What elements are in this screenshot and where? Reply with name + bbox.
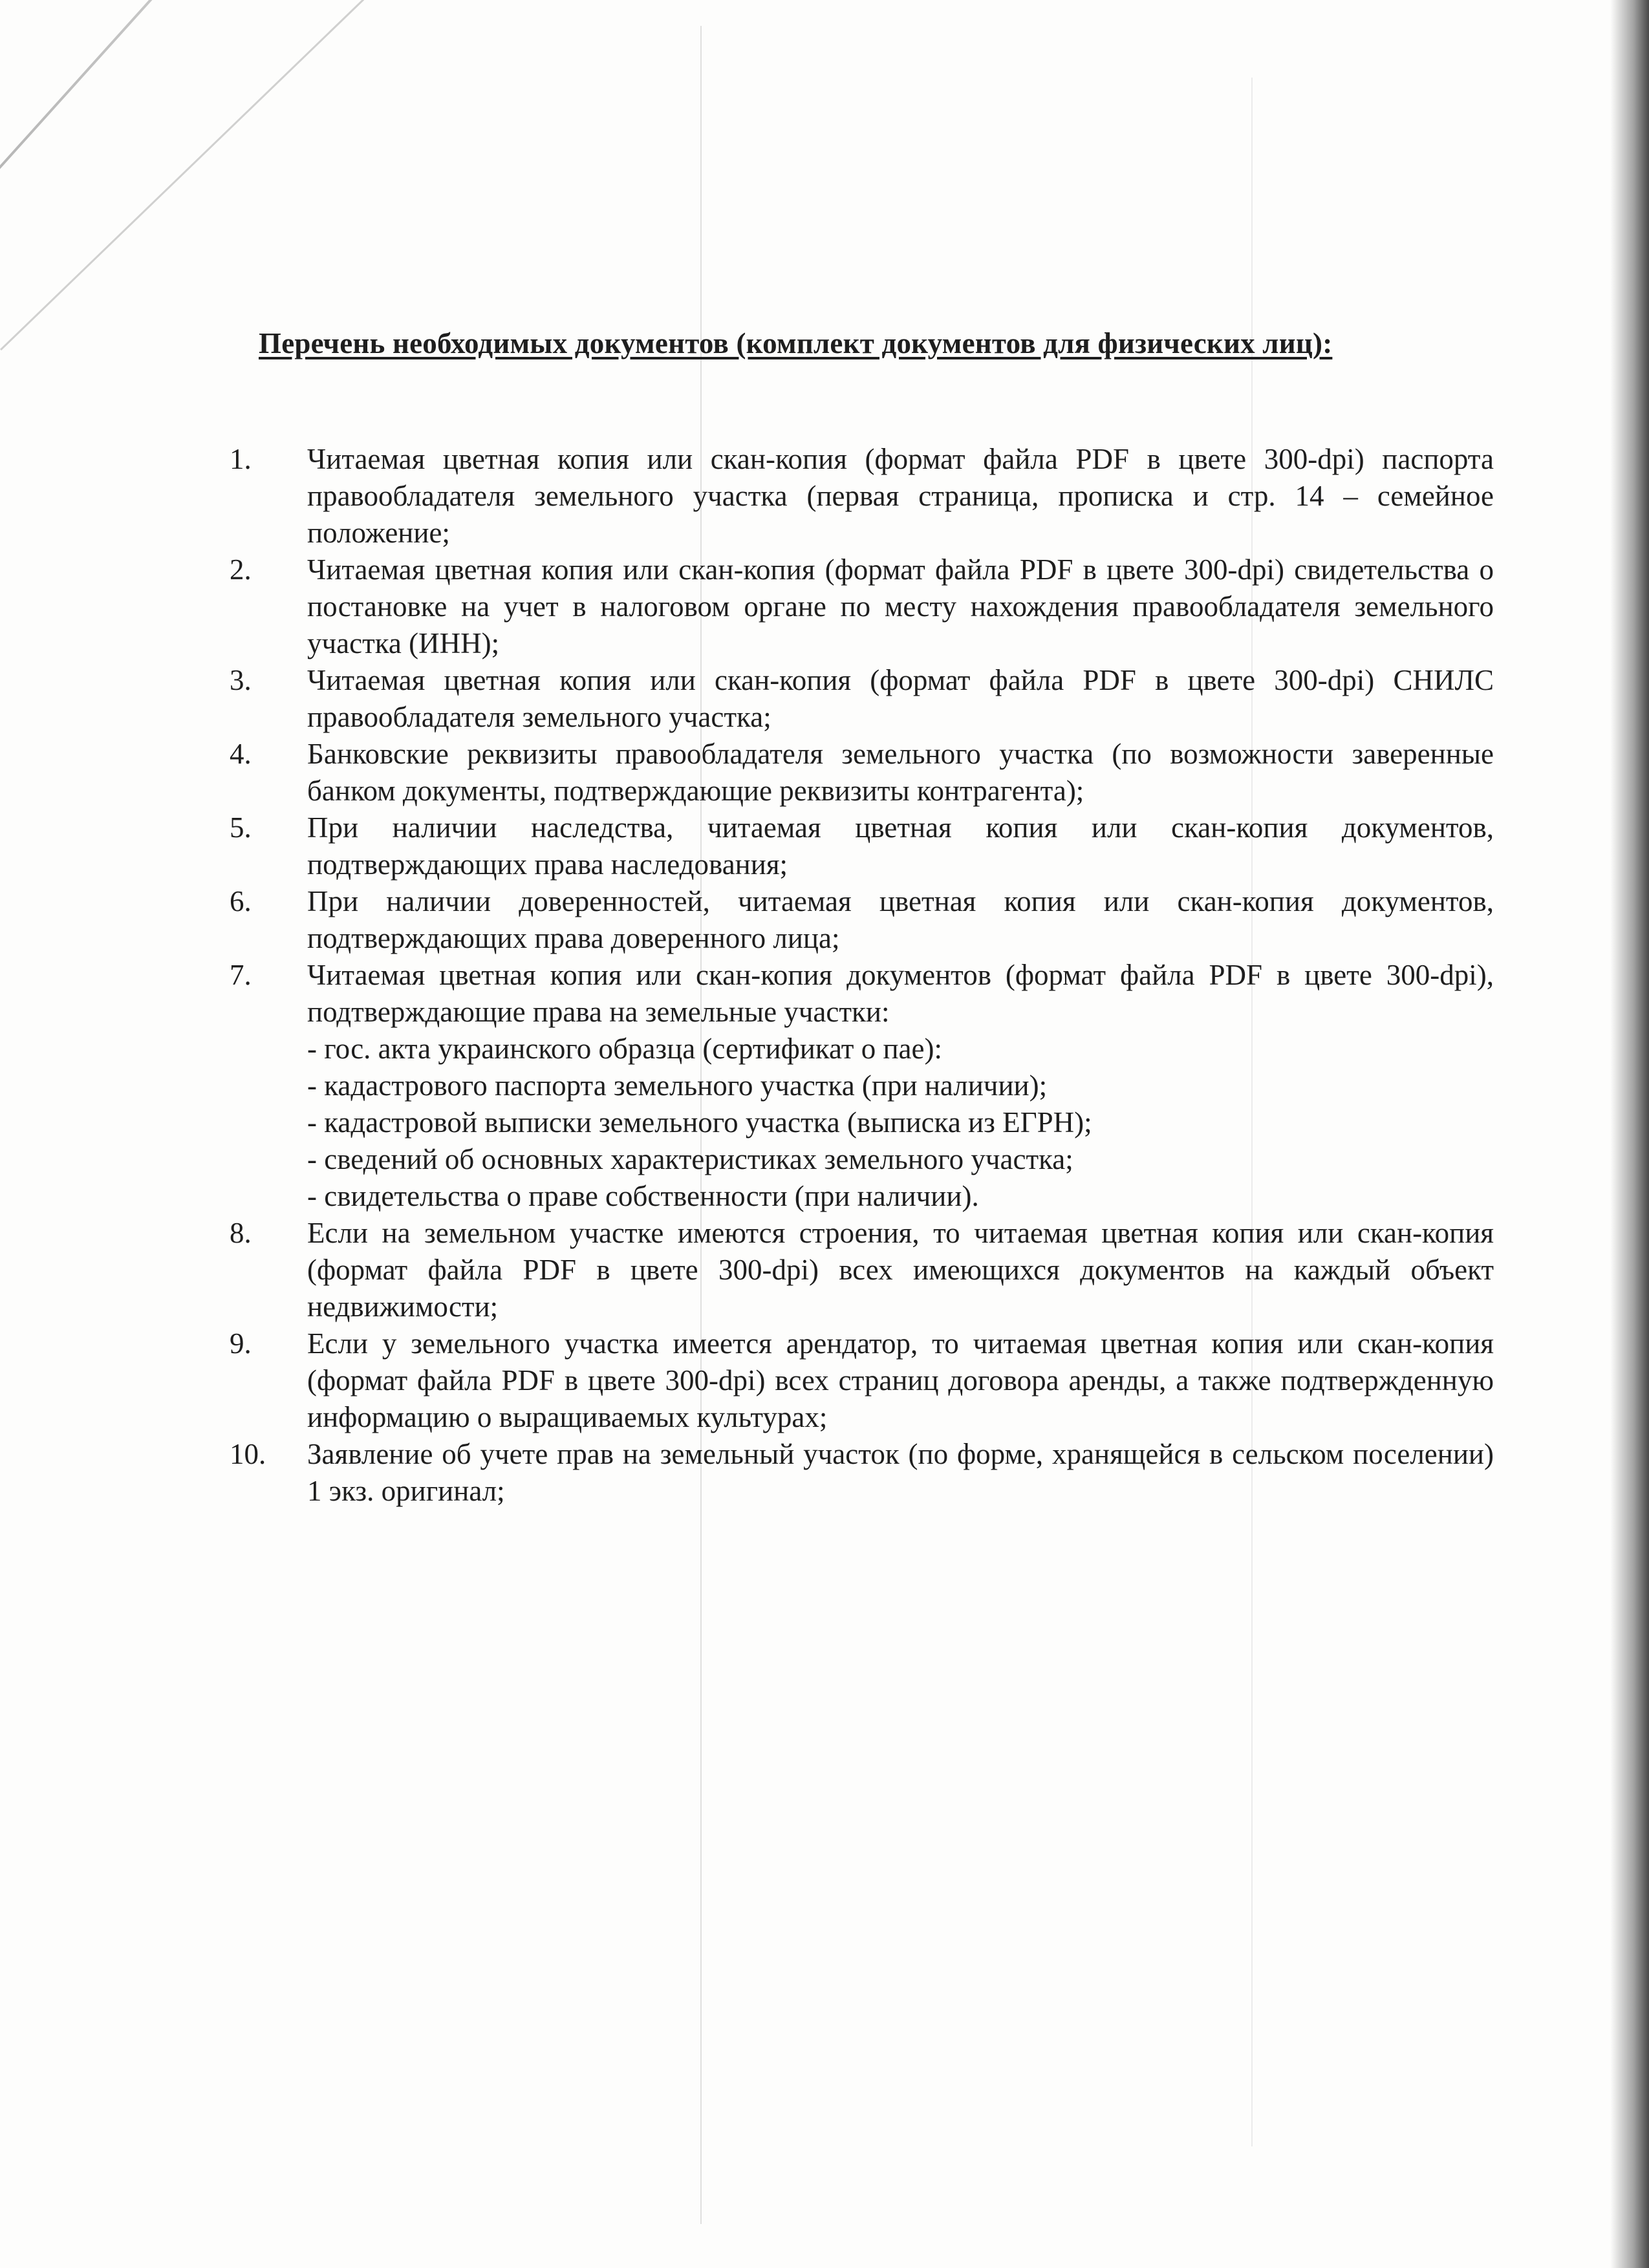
list-item-text: Если у земельного участка имеется арендатор, то читаемая цветная копия или скан-копия (формат файла PDF в цвете 300-dpi) всех страниц договора аренды, а также подтвержденную информацию о выращиваемых культурах;: [307, 1327, 1494, 1433]
list-item: [0, 662, 1649, 736]
list-item-text: Заявление об учете прав на земельный участок (по форме, хранящейся в сельском поселении) 1 экз. оригинал;: [307, 1438, 1494, 1507]
list-item-text: Читаемая цветная копия или скан-копия (формат файла PDF в цвете 300-dpi) свидетельства о постановке на учет в налоговом органе по месту нахождения правообладателя земельного участка (ИНН);: [307, 553, 1494, 659]
list-item-body: [307, 809, 1494, 883]
sub-list-item: - кадастрового паспорта земельного участка (при наличии);: [307, 1069, 1048, 1102]
list-item-number: 2.: [230, 553, 252, 586]
list-item-number: 4.: [230, 738, 252, 770]
list-item-body: [307, 1325, 1494, 1436]
list-item: [0, 809, 1649, 883]
list-item: [0, 551, 1649, 662]
list-item: [0, 957, 1649, 1215]
list-item-number: 5.: [230, 811, 252, 844]
list-item-number: 9.: [230, 1327, 252, 1360]
list-item-body: [307, 1436, 1494, 1510]
list-item: [0, 883, 1649, 957]
sub-list: [307, 1031, 1494, 1215]
scan-fold-line: [0, 0, 365, 196]
list-item-body: [307, 883, 1494, 957]
list-item: [0, 736, 1649, 809]
sub-list-item: - свидетельства о праве собственности (при наличии).: [307, 1180, 979, 1212]
list-item: [0, 1436, 1649, 1510]
list-item-body: [307, 736, 1494, 809]
sub-list-item: - кадастровой выписки земельного участка (выписка из ЕГРН);: [307, 1106, 1092, 1139]
list-item-body: [307, 1215, 1494, 1325]
list-item-text: При наличии наследства, читаемая цветная копия или скан-копия документов, подтверждающих права наследования;: [307, 811, 1494, 881]
list-item-text: Читаемая цветная копия или скан-копия (формат файла PDF в цвете 300-dpi) СНИЛС правообладателя земельного участка;: [307, 664, 1494, 733]
list-item-text: При наличии доверенностей, читаемая цветная копия или скан-копия документов, подтверждающих права доверенного лица;: [307, 885, 1494, 954]
list-item-body: [307, 662, 1494, 736]
list-item-number: 8.: [230, 1217, 252, 1249]
list-item-text: Читаемая цветная копия или скан-копия документов (формат файла PDF в цвете 300-dpi), подтверждающие права на земельные участки:: [307, 959, 1494, 1028]
sub-list-item: - сведений об основных характеристиках земельного участка;: [307, 1143, 1073, 1175]
list-item-text: Если на земельном участке имеются строения, то читаемая цветная копия или скан-копия (формат файла PDF в цвете 300-dpi) всех имеющихся документов на каждый объект недвижимости;: [307, 1217, 1494, 1323]
scan-fold-line-secondary: [0, 0, 364, 350]
list-item-text: Банковские реквизиты правообладателя земельного участка (по возможности заверенные банком документы, подтверждающие реквизиты контрагента);: [307, 738, 1494, 807]
list-item: [0, 441, 1649, 551]
sub-list-item: - гос. акта украинского образца (сертификат о пае):: [307, 1032, 942, 1065]
document-list: [0, 441, 1649, 1510]
list-item-number: 1.: [230, 443, 252, 475]
list-item: [0, 1215, 1649, 1325]
list-item-body: [307, 551, 1494, 662]
document-title: Перечень необходимых документов (комплект документов для физических лиц):: [259, 327, 1333, 359]
list-item-number: 6.: [230, 885, 252, 917]
list-item-body: [307, 441, 1494, 551]
list-item-number: 10.: [230, 1438, 266, 1470]
list-item-body: [307, 957, 1494, 1215]
list-item-number: 7.: [230, 959, 252, 991]
list-item-text: Читаемая цветная копия или скан-копия (формат файла PDF в цвете 300-dpi) паспорта правообладателя земельного участка (первая страница, прописка и стр. 14 – семейное положение;: [307, 443, 1494, 549]
list-item-number: 3.: [230, 664, 252, 696]
list-item: [0, 1325, 1649, 1436]
